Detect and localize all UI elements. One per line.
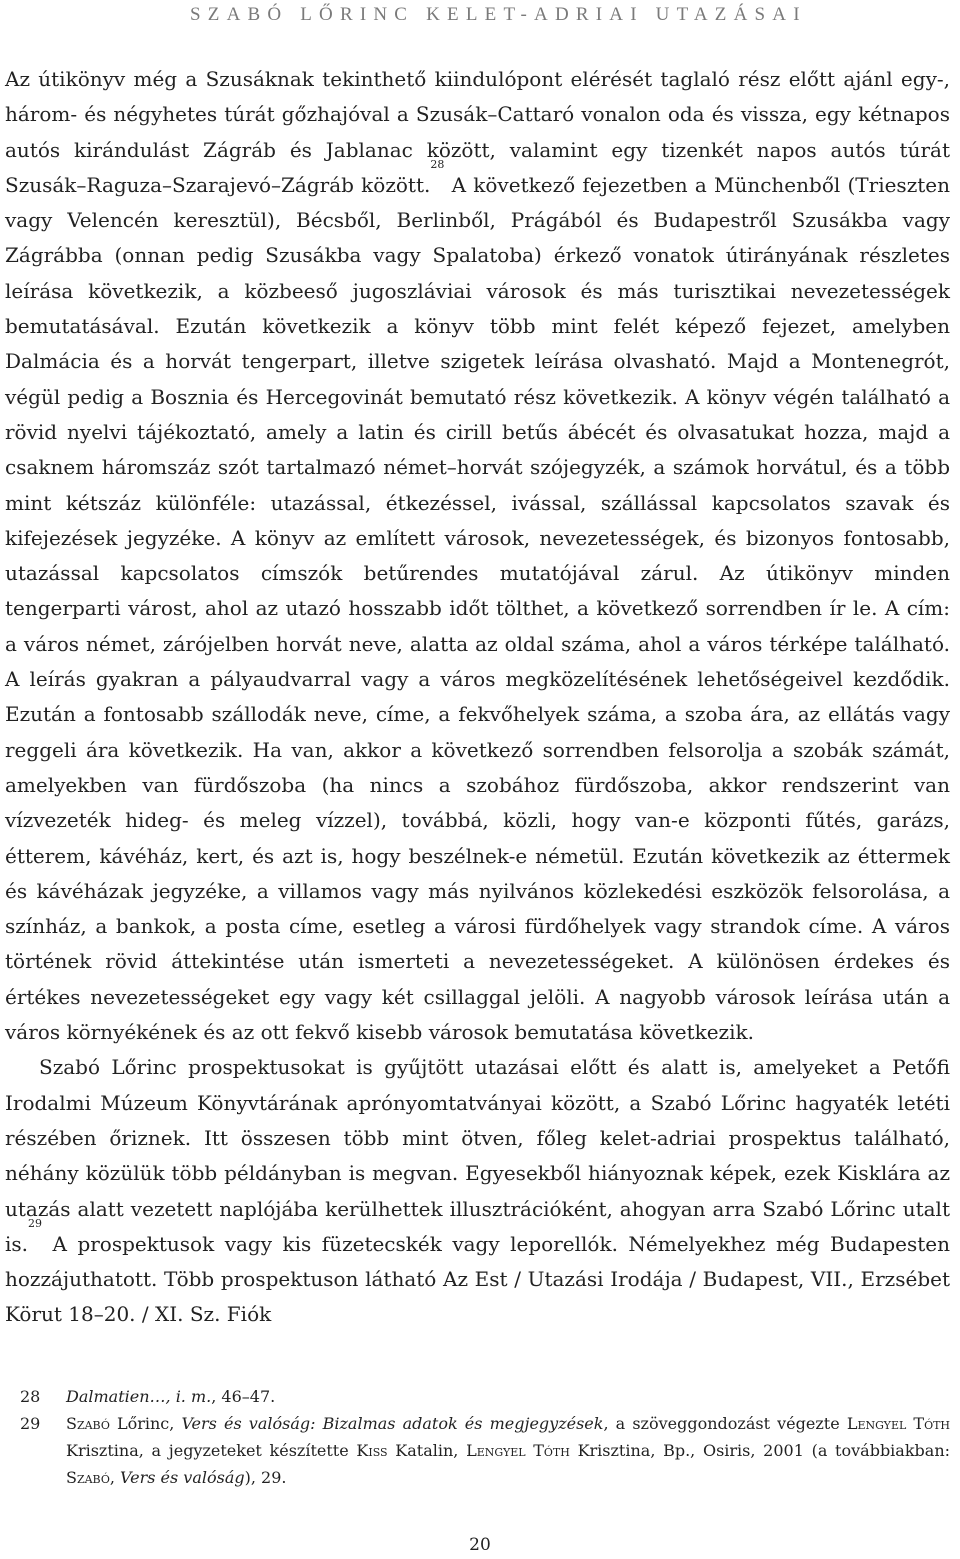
annotator-name: Kiss (356, 1441, 388, 1460)
footnote-segment: , a szöveggondozást végezte (603, 1414, 847, 1433)
footnotes (20, 1383, 950, 1491)
footnote-segment: , 46–47. (211, 1387, 276, 1406)
book-title: Vers és valóság: Bizalmas adatok és megjegyzések (181, 1414, 604, 1433)
footnote-segment: Lőrinc, (109, 1414, 182, 1433)
footnote-number: 29 (20, 1414, 41, 1433)
footnote-segment: Krisztina, Bp., Osiris, 2001 (a továbbiakban: (569, 1441, 951, 1460)
footnote-segment: Krisztina, a jegyzeteket készítette (66, 1441, 357, 1460)
footnote-text (66, 1383, 950, 1410)
running-head: SZABÓ LŐRINC KELET-ADRIAI UTAZÁSAI (190, 4, 807, 25)
paragraph (5, 1050, 950, 1332)
footnote-segment: , (109, 1468, 121, 1487)
footnote-number: 28 (20, 1387, 41, 1406)
footnote (20, 1383, 950, 1410)
body-text (5, 62, 950, 1333)
author-name: Szabó (66, 1468, 110, 1487)
paragraph-text: A prospektusok vagy kis füzetecskék vagy leporellók. Némelyekhez még Budapesten hozzájuthatott. Több prospektuson látható Az Est / Utazási Irodája / Budapest, VII., Erzsébet Körut 18–20. / XI. Sz. Fiók (5, 1231, 950, 1327)
paragraph-text: A következő fejezetben a Münchenből (Trieszten vagy Velencén keresztül), Bécsből, Berlinből, Prágából és Budapestről Szusákba vagy Zágrábba (onnan pedig Szusákba vagy Spalatoba) érkező vonatok útirányának részletes leírása következik, a közbeeső jugoszláviai városok és más turisztikai nevezetességek bemutatásával. Ezután következik a könyv több mint felét képező fejezet, amelyben Dalmácia és a horvát tengerpart, illetve szigetek leírása olvasható. Majd a Montenegrót, végül pedig a Bosznia és Hercegovinát bemutató rész következik. A könyv végén található a rövid nyelvi tájékoztató, amely a latin és cirill betűs ábécét és olvasatukat hozza, majd a csaknem háromszáz szót tartalmazó német–horvát szójegyzék, a számok horvátul, és a több mint kétszáz különféle: utazással, étkezéssel, ivással, szállással kapcsolatos szavak és kifejezések jegyzéke. A könyv az említett városok, nevezetességek, és bizonyos fontosabb, utazással kapcsolatos címszók betűrendes mutatójával zárul. Az útikönyv minden tengerparti várost, ahol az utazó hosszabb időt tölthet, a következő sorrendben ír le. A cím: a város német, zárójelben horvát neve, alatta az oldal száma, ahol a város térképe található. A leírás gyakran a pályaudvarral vagy a város megközelítésének lehetőségeivel kezdődik. Ezután a fontosabb szállodák neve, címe, a fekvőhelyek száma, a szoba ára, az ellátás vagy reggeli ára következik. Ha van, akkor a következő sorrendben felsorolja a szobák számát, amelyekben van fürdőszoba (ha nincs a szobához fürdőszoba, akkor rendszerint van vízvezeték hideg- és meleg vízzel), továbbá, közli, hogy van-e központi fűtés, garázs, étterem, kávéház, kert, és azt is, hogy beszélnek-e németül. Ezután következik az éttermek és kávéházak jegyzéke, a villamos vagy más nyilvános közlekedési eszközök felsorolása, a színház, a bankok, a posta címe, esetleg a városi fürdőhelyek vagy strandok címe. A város történek rövid áttekintése után ismerteti a nevezetességeket. A különösen érdekes és értékes nevezetességeket egy vagy két csillaggal jelöli. A nagyobb városok leírása után a város környékének és az ott fekvő kisebb városok bemutatása következik. (5, 172, 950, 1045)
annotator-name: Lengyel Tóth (466, 1441, 570, 1460)
book-title-short: Vers és valóság (120, 1468, 245, 1487)
footnote-italic: Dalmatien…, i. m. (66, 1387, 212, 1406)
paragraph-text: Az útikönyv még a Szusáknak tekinthető kiindulópont elérését taglaló rész előtt ajánl egy-, három- és négyhetes túrát gőzhajóval a Szusák–Cattaró vonalon oda és vissza, egy kétnapos autós kirándulást Zágráb és Jablanac között, valamint egy tizenkét napos autós túrát Szusák–Raguza–Szarajevó–Zágráb között. (5, 67, 950, 197)
paragraph (5, 62, 950, 1050)
author-name: Szabó (66, 1414, 110, 1433)
footnote-ref[interactable]: 29 (28, 1216, 43, 1230)
footnote-segment: ), 29. (244, 1468, 287, 1487)
page-number: 20 (469, 1535, 491, 1555)
footnote (20, 1410, 950, 1491)
footnote-text (66, 1410, 950, 1491)
footnote-segment: Katalin, (387, 1441, 467, 1460)
editor-name: Lengyel Tóth (846, 1414, 951, 1433)
footnote-ref[interactable]: 28 (430, 157, 445, 171)
paragraph-text: Szabó Lőrinc prospektusokat is gyűjtött utazásai előtt és alatt is, amelyeket a Petőfi Irodalmi Múzeum Könyvtárának aprónyomtatványai között, a Szabó Lőrinc hagyaték letéti részében őriznek. Itt összesen több mint ötven, főleg kelet-adriai prospektus található, néhány közülük több példányban is megvan. Egyesekből hiányoznak képek, ezek Kisklára az utazás alatt vezetett naplójába kerülhettek illusztrációként, ahogyan arra Szabó Lőrinc utalt is. (5, 1055, 950, 1256)
